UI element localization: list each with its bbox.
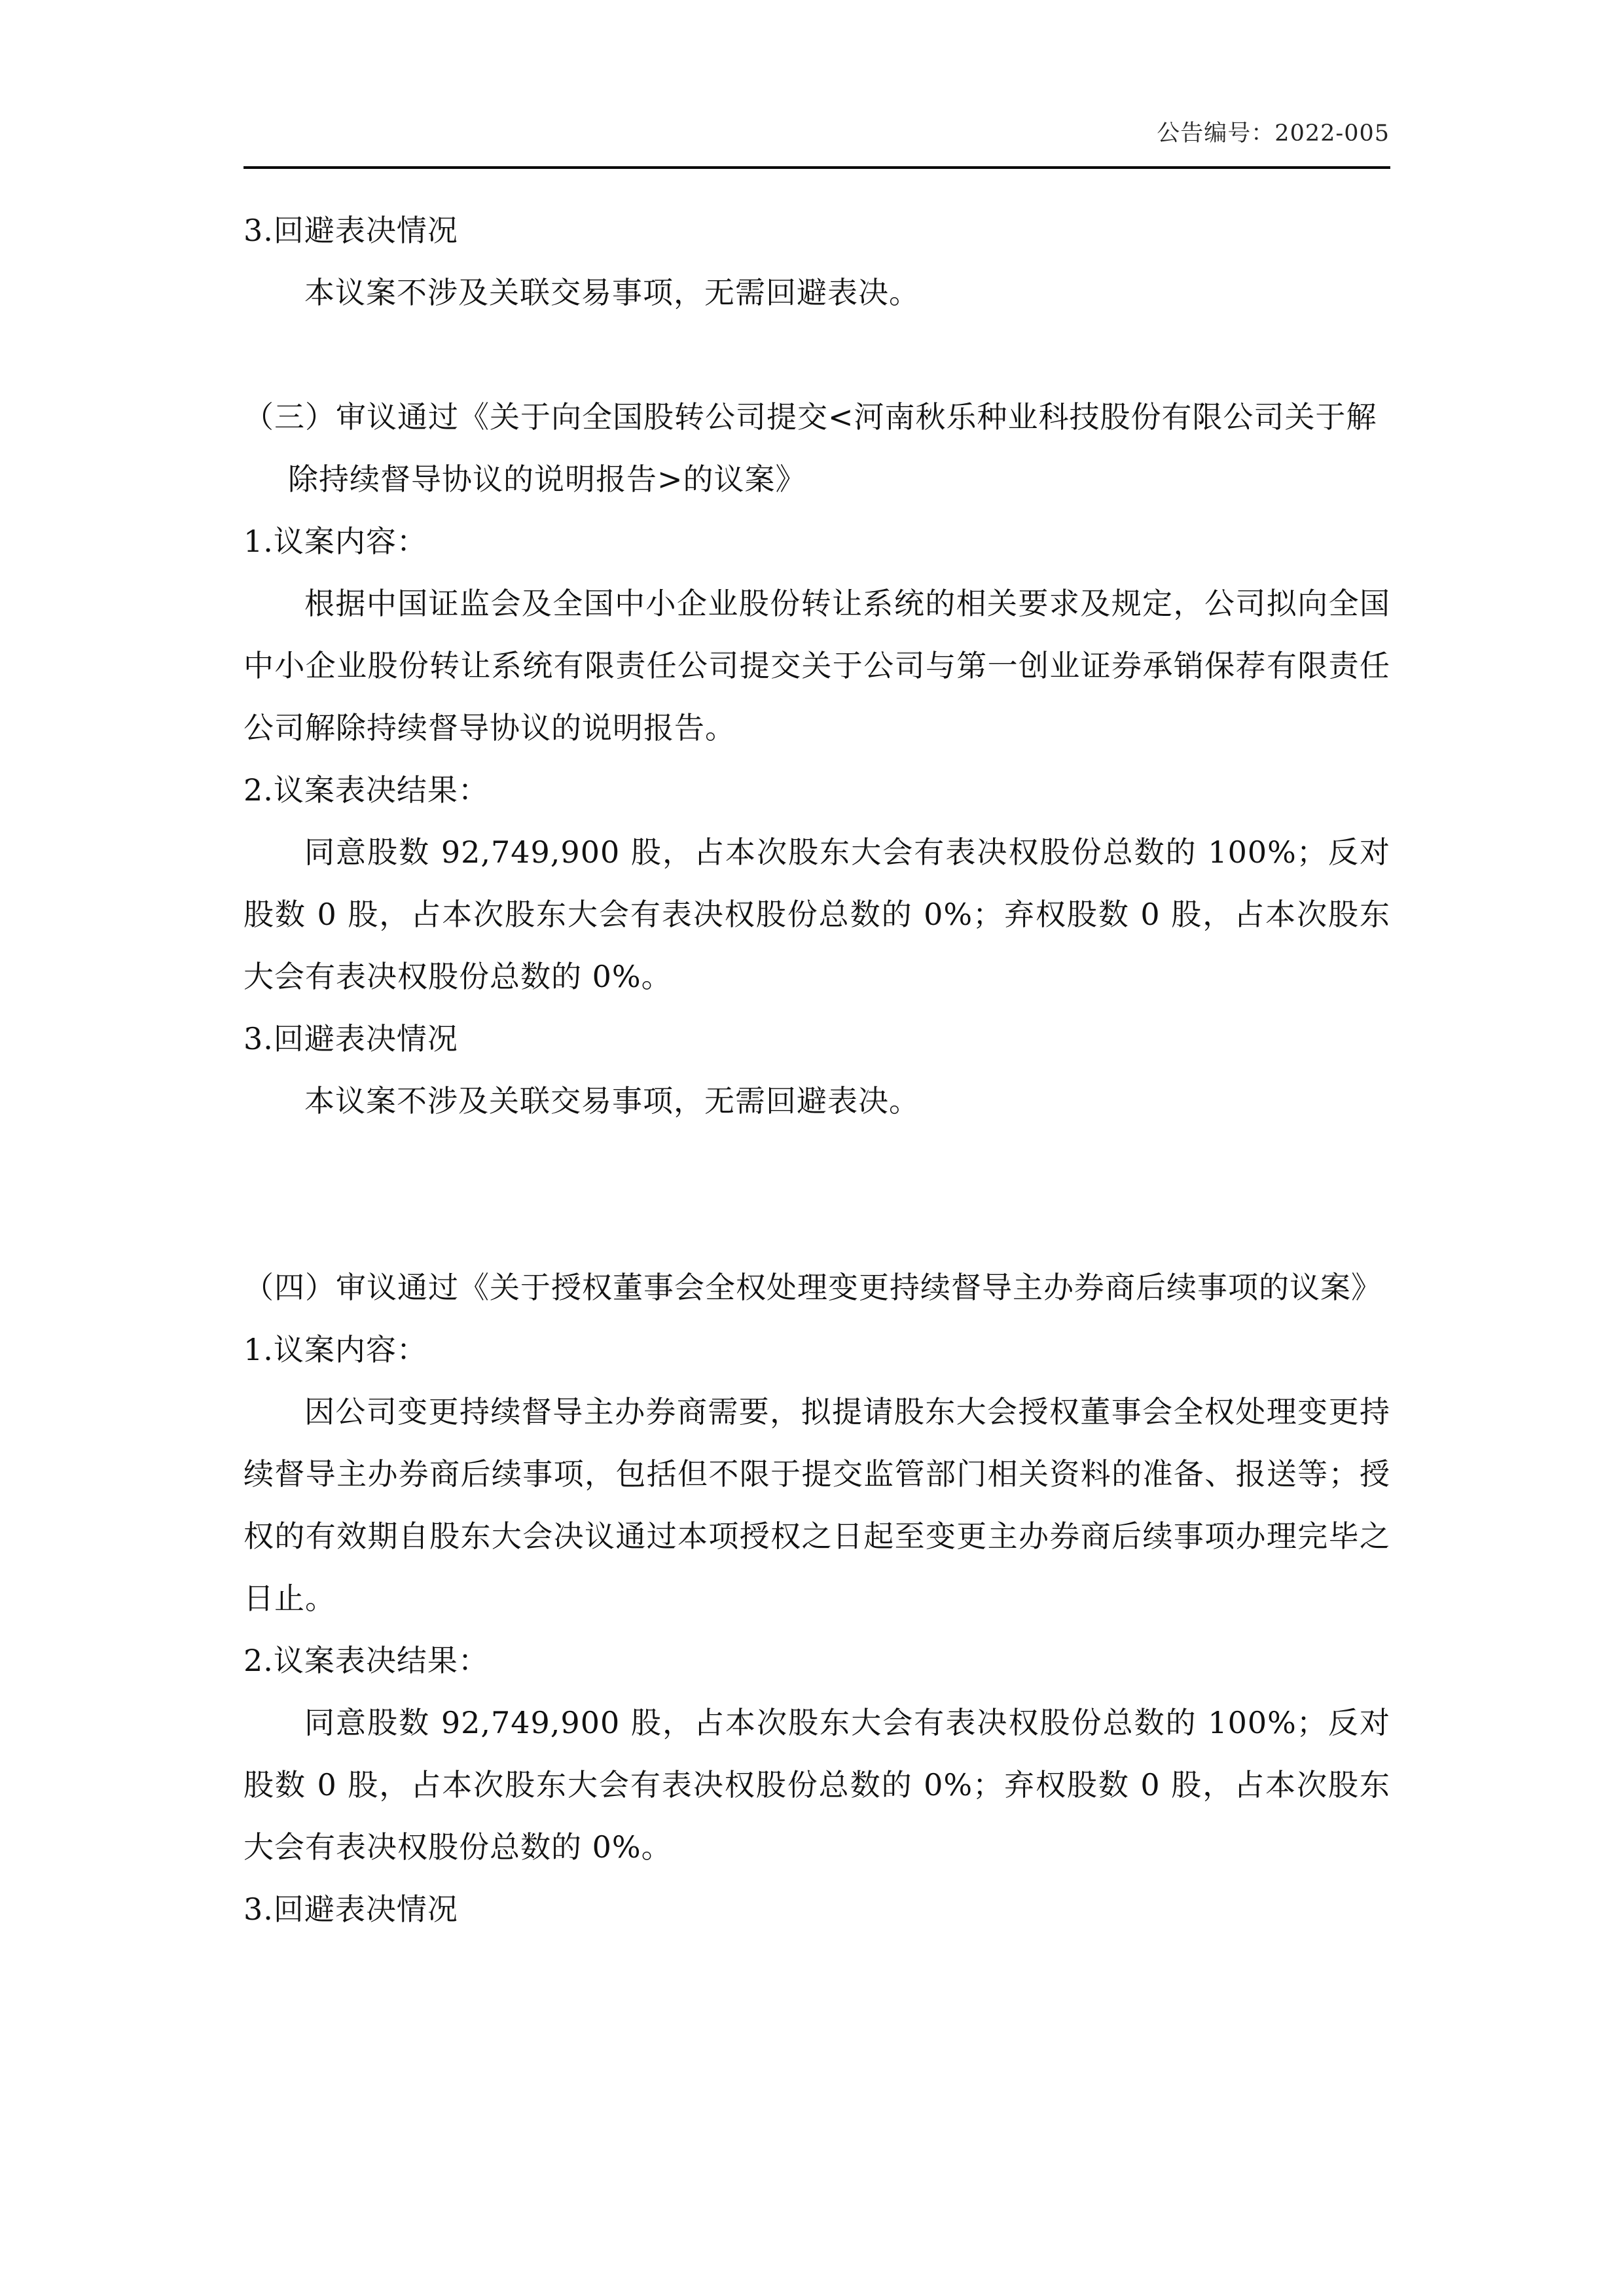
s4-content-heading: 1.议案内容：: [244, 1332, 427, 1367]
s3-content-text: 根据中国证监会及全国中小企业股份转让系统的相关要求及规定，公司拟向全国中小企业股份转让系统有限责任公司提交关于公司与第一创业证券承销保荐有限责任公司解除持续督导协议的说明报告。: [244, 586, 1390, 745]
s4-vote-heading: 2.议案表决结果：: [244, 1643, 489, 1678]
s4-recusal-heading: 3.回避表决情况: [244, 1892, 458, 1927]
s4-title: （四）审议通过《关于授权董事会全权处理变更持续督导主办券商后续事项的议案》: [244, 1270, 1382, 1305]
spacer: [244, 324, 1390, 386]
document-body: [244, 200, 1390, 1941]
notice-number: 公告编号：2022-005: [1157, 120, 1390, 147]
s3-recusal-heading: 3.回避表决情况: [244, 1021, 458, 1056]
spacer: [244, 1132, 1390, 1257]
s3-vote-text: 同意股数 92,749,900 股，占本次股东大会有表决权股份总数的 100%；反对股数 0 股，占本次股东大会有表决权股份总数的 0%；弃权股数 0 股，占本次股东大会有表决权股份总数的 0%。: [244, 834, 1390, 994]
s3-content-heading: 1.议案内容：: [244, 524, 427, 559]
header-divider: [244, 166, 1390, 169]
s2-recusal-heading: 3.回避表决情况: [244, 213, 458, 248]
s3-vote-heading: 2.议案表决结果：: [244, 772, 489, 808]
s3-recusal-text: 本议案不涉及关联交易事项，无需回避表决。: [304, 1083, 920, 1119]
s3-title: （三）审议通过《关于向全国股转公司提交<河南秋乐种业科技股份有限公司关于解除持续督导协议的说明报告>的议案》: [244, 399, 1377, 497]
s4-content-text: 因公司变更持续督导主办券商需要，拟提请股东大会授权董事会全权处理变更持续督导主办券商后续事项，包括但不限于提交监管部门相关资料的准备、报送等；授权的有效期自股东大会决议通过本项授权之日起至变更主办券商后续事项办理完毕之日止。: [244, 1394, 1390, 1616]
s2-recusal-text: 本议案不涉及关联交易事项，无需回避表决。: [304, 275, 920, 310]
s4-vote-text: 同意股数 92,749,900 股，占本次股东大会有表决权股份总数的 100%；反对股数 0 股，占本次股东大会有表决权股份总数的 0%；弃权股数 0 股，占本次股东大会有表决权股份总数的 0%。: [244, 1705, 1390, 1865]
